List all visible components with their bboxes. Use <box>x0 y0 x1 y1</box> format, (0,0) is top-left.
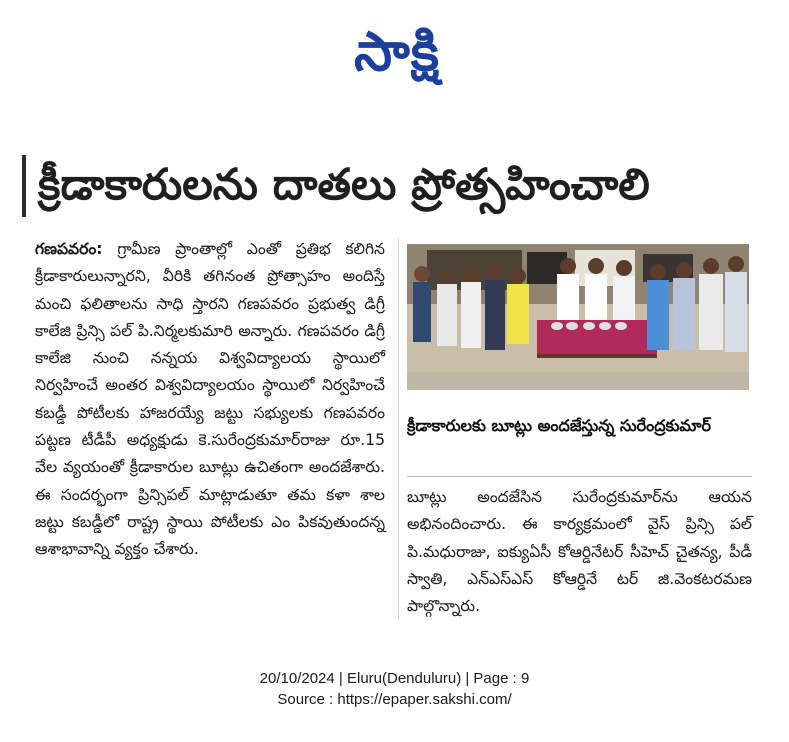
footer-info <box>0 668 789 710</box>
article-body-left-column <box>35 236 385 564</box>
logo-text: సాక్షి <box>354 20 440 83</box>
headline-accent-bar <box>22 155 26 217</box>
source-line: Source : https://epaper.sakshi.com/ <box>277 691 512 708</box>
photo-illustration <box>407 244 749 390</box>
masthead <box>0 0 789 95</box>
article-body-right-column: బూట్లు అందజేసిన సురేంద్రకుమార్‌ను ఆయన అభినందించారు. ఈ కార్యక్రమంలో వైస్ ప్రిన్సి పల్ పి.మధురాజు, ఐక్యుఏసీ కోఆర్డినేటర్ సీహెచ్ చైతన్య, పీడీ స్వాతి, ఎన్ఎస్ఎస్ కోఆర్డినే టర్ జి.వెంకటరమణ పాల్గొన్నారు. <box>407 488 752 616</box>
sakshi-logo <box>292 14 502 86</box>
article-body-left-text: గ్రామీణ ప్రాంతాల్లో ఎంతో ప్రతిభ కలిగిన క్రీడాకారులున్నారని, వీరికి తగినంత ప్రోత్సాహం అందిస్తే మంచి ఫలితాలను సాధి స్తారని గణపవరం ప్రభుత్వ డిగ్రీ కాలేజి ప్రిన్సి పల్ పి.నిర్మలకుమారి అన్నారు. గణపవరం డిగ్రీ కాలేజి నుంచి నన్నయ విశ్వవిద్యాలయ స్థాయిలో నిర్వహించే అంతర విశ్వవిద్యాలయం స్థాయిలో నిర్వహించే కబడ్డీ పోటీలకు హాజరయ్యే జట్టు సభ్యులకు గణపవరం పట్టణ టీడీపీ అధ్యక్షుడు కె.సురేంద్రకుమార్‌రాజు రూ.15 వేల వ్యయంతో క్రీడాకారుల బూట్లు ఉచితంగా అందజేశారు. ఈ సందర్భంగా ప్రిన్సిపల్ మాట్లాడుతూ తమ కళా శాల జట్టు కబడ్డీలో రాష్ట్ర స్థాయి పోటీలకు ఎం పికవుతుందన్న ఆశాభావాన్ని వ్యక్తం చేశారు. <box>35 240 385 559</box>
column-divider <box>398 238 399 620</box>
news-photo <box>407 244 749 390</box>
article-dateline: గణపవరం: <box>35 240 103 258</box>
caption-divider <box>407 476 752 477</box>
photo-caption: క్రీడాకారులకు బూట్లు అందజేస్తున్న సురేంద్రకుమార్ <box>407 416 711 435</box>
article-headline: క్రీడాకారులను దాతలు ప్రోత్సహించాలి <box>38 160 650 210</box>
edition-line: 20/10/2024 | Eluru(Denduluru) | Page : 9 <box>259 670 530 687</box>
